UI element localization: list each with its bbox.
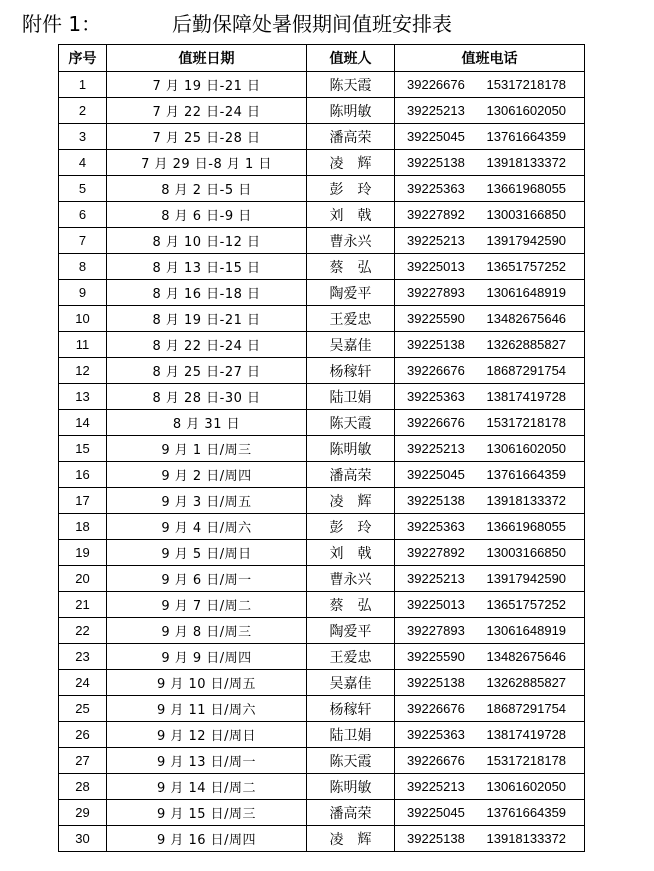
duty-person: 凌 辉 — [307, 488, 395, 514]
table-row — [59, 436, 585, 462]
row-number: 7 — [59, 228, 107, 254]
table-row — [59, 254, 585, 280]
table-row — [59, 670, 585, 696]
row-number: 5 — [59, 176, 107, 202]
office-phone: 39226676 — [395, 358, 480, 384]
office-phone: 39225213 — [395, 98, 480, 124]
table-header — [59, 45, 585, 72]
duty-date: 8 月 28 日-30 日 — [107, 384, 307, 410]
table-row — [59, 72, 585, 98]
duty-date: 8 月 19 日-21 日 — [107, 306, 307, 332]
duty-date: 7 月 19 日-21 日 — [107, 72, 307, 98]
table-row — [59, 618, 585, 644]
duty-date: 9 月 8 日/周三 — [107, 618, 307, 644]
table-row — [59, 358, 585, 384]
row-number: 30 — [59, 826, 107, 852]
duty-person: 吴嘉佳 — [307, 332, 395, 358]
duty-date: 8 月 6 日-9 日 — [107, 202, 307, 228]
column-header-phone: 值班电话 — [395, 45, 585, 72]
duty-person: 陈明敏 — [307, 774, 395, 800]
header-row — [59, 45, 585, 72]
mobile-phone: 13003166850 — [480, 540, 585, 566]
duty-person: 潘高荣 — [307, 462, 395, 488]
duty-date: 9 月 3 日/周五 — [107, 488, 307, 514]
table-row — [59, 384, 585, 410]
office-phone: 39225363 — [395, 722, 480, 748]
office-phone: 39225363 — [395, 384, 480, 410]
mobile-phone: 15317218178 — [480, 410, 585, 436]
duty-person: 潘高荣 — [307, 124, 395, 150]
duty-person: 陈天霞 — [307, 748, 395, 774]
duty-person: 蔡 弘 — [307, 592, 395, 618]
table-row — [59, 644, 585, 670]
duty-date: 9 月 4 日/周六 — [107, 514, 307, 540]
office-phone: 39225045 — [395, 800, 480, 826]
mobile-phone: 13817419728 — [480, 722, 585, 748]
duty-date: 9 月 7 日/周二 — [107, 592, 307, 618]
row-number: 3 — [59, 124, 107, 150]
duty-date: 9 月 1 日/周三 — [107, 436, 307, 462]
mobile-phone: 13651757252 — [480, 592, 585, 618]
mobile-phone: 13061648919 — [480, 618, 585, 644]
duty-date: 9 月 6 日/周一 — [107, 566, 307, 592]
duty-date: 9 月 10 日/周五 — [107, 670, 307, 696]
duty-person: 刘 戟 — [307, 540, 395, 566]
table-row — [59, 748, 585, 774]
duty-date: 8 月 10 日-12 日 — [107, 228, 307, 254]
row-number: 12 — [59, 358, 107, 384]
mobile-phone: 13651757252 — [480, 254, 585, 280]
row-number: 15 — [59, 436, 107, 462]
mobile-phone: 13061602050 — [480, 774, 585, 800]
table-row — [59, 124, 585, 150]
mobile-phone: 13061648919 — [480, 280, 585, 306]
duty-date: 7 月 22 日-24 日 — [107, 98, 307, 124]
office-phone: 39225363 — [395, 514, 480, 540]
column-header-person: 值班人 — [307, 45, 395, 72]
duty-person: 凌 辉 — [307, 150, 395, 176]
duty-person: 陶爱平 — [307, 618, 395, 644]
table-row — [59, 280, 585, 306]
office-phone: 39225213 — [395, 436, 480, 462]
mobile-phone: 13761664359 — [480, 124, 585, 150]
office-phone: 39227893 — [395, 280, 480, 306]
row-number: 24 — [59, 670, 107, 696]
duty-date: 9 月 13 日/周一 — [107, 748, 307, 774]
duty-date: 7 月 29 日-8 月 1 日 — [107, 150, 307, 176]
duty-date: 9 月 12 日/周日 — [107, 722, 307, 748]
duty-date: 9 月 15 日/周三 — [107, 800, 307, 826]
office-phone: 39226676 — [395, 696, 480, 722]
mobile-phone: 13482675646 — [480, 644, 585, 670]
mobile-phone: 13003166850 — [480, 202, 585, 228]
row-number: 19 — [59, 540, 107, 566]
office-phone: 39225590 — [395, 306, 480, 332]
attachment-label: 附件 1： — [22, 12, 102, 36]
duty-date: 8 月 2 日-5 日 — [107, 176, 307, 202]
duty-person: 曹永兴 — [307, 228, 395, 254]
duty-person: 王爱忠 — [307, 644, 395, 670]
office-phone: 39225013 — [395, 592, 480, 618]
row-number: 29 — [59, 800, 107, 826]
mobile-phone: 13918133372 — [480, 826, 585, 852]
mobile-phone: 18687291754 — [480, 696, 585, 722]
table-row — [59, 722, 585, 748]
duty-person: 彭 玲 — [307, 176, 395, 202]
office-phone: 39225138 — [395, 332, 480, 358]
row-number: 8 — [59, 254, 107, 280]
office-phone: 39225213 — [395, 774, 480, 800]
mobile-phone: 13661968055 — [480, 176, 585, 202]
row-number: 16 — [59, 462, 107, 488]
mobile-phone: 18687291754 — [480, 358, 585, 384]
mobile-phone: 13061602050 — [480, 436, 585, 462]
duty-person: 杨稼轩 — [307, 358, 395, 384]
mobile-phone: 13918133372 — [480, 150, 585, 176]
duty-date: 9 月 5 日/周日 — [107, 540, 307, 566]
duty-person: 王爱忠 — [307, 306, 395, 332]
row-number: 2 — [59, 98, 107, 124]
mobile-phone: 15317218178 — [480, 72, 585, 98]
office-phone: 39225013 — [395, 254, 480, 280]
duty-person: 吴嘉佳 — [307, 670, 395, 696]
mobile-phone: 13917942590 — [480, 566, 585, 592]
table-row — [59, 514, 585, 540]
office-phone: 39227893 — [395, 618, 480, 644]
row-number: 10 — [59, 306, 107, 332]
duty-date: 8 月 16 日-18 日 — [107, 280, 307, 306]
row-number: 1 — [59, 72, 107, 98]
duty-date: 9 月 2 日/周四 — [107, 462, 307, 488]
office-phone: 39225045 — [395, 124, 480, 150]
mobile-phone: 13917942590 — [480, 228, 585, 254]
duty-person: 陈天霞 — [307, 72, 395, 98]
row-number: 18 — [59, 514, 107, 540]
row-number: 21 — [59, 592, 107, 618]
mobile-phone: 13661968055 — [480, 514, 585, 540]
table-row — [59, 488, 585, 514]
office-phone: 39225363 — [395, 176, 480, 202]
office-phone: 39227892 — [395, 540, 480, 566]
duty-date: 8 月 13 日-15 日 — [107, 254, 307, 280]
mobile-phone: 13482675646 — [480, 306, 585, 332]
column-header-number: 序号 — [59, 45, 107, 72]
duty-person: 陶爱平 — [307, 280, 395, 306]
column-header-date: 值班日期 — [107, 45, 307, 72]
duty-schedule-table — [58, 44, 585, 852]
table-row — [59, 306, 585, 332]
mobile-phone: 13262885827 — [480, 670, 585, 696]
duty-date: 8 月 25 日-27 日 — [107, 358, 307, 384]
mobile-phone: 13262885827 — [480, 332, 585, 358]
office-phone: 39226676 — [395, 72, 480, 98]
table-row — [59, 800, 585, 826]
office-phone: 39225138 — [395, 826, 480, 852]
mobile-phone: 15317218178 — [480, 748, 585, 774]
table-row — [59, 592, 585, 618]
table-body — [59, 72, 585, 852]
duty-person: 陆卫娟 — [307, 722, 395, 748]
duty-date: 8 月 22 日-24 日 — [107, 332, 307, 358]
row-number: 4 — [59, 150, 107, 176]
mobile-phone: 13918133372 — [480, 488, 585, 514]
table-row — [59, 150, 585, 176]
row-number: 17 — [59, 488, 107, 514]
duty-person: 陈明敏 — [307, 98, 395, 124]
row-number: 13 — [59, 384, 107, 410]
document-title: 后勤保障处暑假期间值班安排表 — [172, 12, 452, 36]
row-number: 27 — [59, 748, 107, 774]
table-row — [59, 826, 585, 852]
row-number: 14 — [59, 410, 107, 436]
row-number: 23 — [59, 644, 107, 670]
office-phone: 39225213 — [395, 566, 480, 592]
table-row — [59, 332, 585, 358]
office-phone: 39227892 — [395, 202, 480, 228]
office-phone: 39226676 — [395, 410, 480, 436]
duty-person: 陈天霞 — [307, 410, 395, 436]
table-row — [59, 202, 585, 228]
mobile-phone: 13761664359 — [480, 462, 585, 488]
row-number: 22 — [59, 618, 107, 644]
office-phone: 39226676 — [395, 748, 480, 774]
mobile-phone: 13817419728 — [480, 384, 585, 410]
duty-date: 9 月 9 日/周四 — [107, 644, 307, 670]
duty-person: 彭 玲 — [307, 514, 395, 540]
table-row — [59, 462, 585, 488]
row-number: 25 — [59, 696, 107, 722]
duty-date: 8 月 31 日 — [107, 410, 307, 436]
duty-person: 陆卫娟 — [307, 384, 395, 410]
duty-person: 凌 辉 — [307, 826, 395, 852]
table-row — [59, 774, 585, 800]
duty-date: 9 月 11 日/周六 — [107, 696, 307, 722]
office-phone: 39225045 — [395, 462, 480, 488]
table-row — [59, 98, 585, 124]
office-phone: 39225138 — [395, 670, 480, 696]
duty-person: 陈明敏 — [307, 436, 395, 462]
duty-date: 7 月 25 日-28 日 — [107, 124, 307, 150]
table-row — [59, 540, 585, 566]
mobile-phone: 13061602050 — [480, 98, 585, 124]
duty-person: 蔡 弘 — [307, 254, 395, 280]
office-phone: 39225590 — [395, 644, 480, 670]
office-phone: 39225213 — [395, 228, 480, 254]
row-number: 11 — [59, 332, 107, 358]
duty-person: 刘 戟 — [307, 202, 395, 228]
row-number: 26 — [59, 722, 107, 748]
table-row — [59, 176, 585, 202]
row-number: 6 — [59, 202, 107, 228]
duty-person: 杨稼轩 — [307, 696, 395, 722]
table-row — [59, 566, 585, 592]
mobile-phone: 13761664359 — [480, 800, 585, 826]
office-phone: 39225138 — [395, 488, 480, 514]
row-number: 28 — [59, 774, 107, 800]
table-row — [59, 228, 585, 254]
row-number: 20 — [59, 566, 107, 592]
duty-date: 9 月 16 日/周四 — [107, 826, 307, 852]
duty-person: 潘高荣 — [307, 800, 395, 826]
row-number: 9 — [59, 280, 107, 306]
table-row — [59, 696, 585, 722]
duty-person: 曹永兴 — [307, 566, 395, 592]
duty-date: 9 月 14 日/周二 — [107, 774, 307, 800]
table-row — [59, 410, 585, 436]
office-phone: 39225138 — [395, 150, 480, 176]
